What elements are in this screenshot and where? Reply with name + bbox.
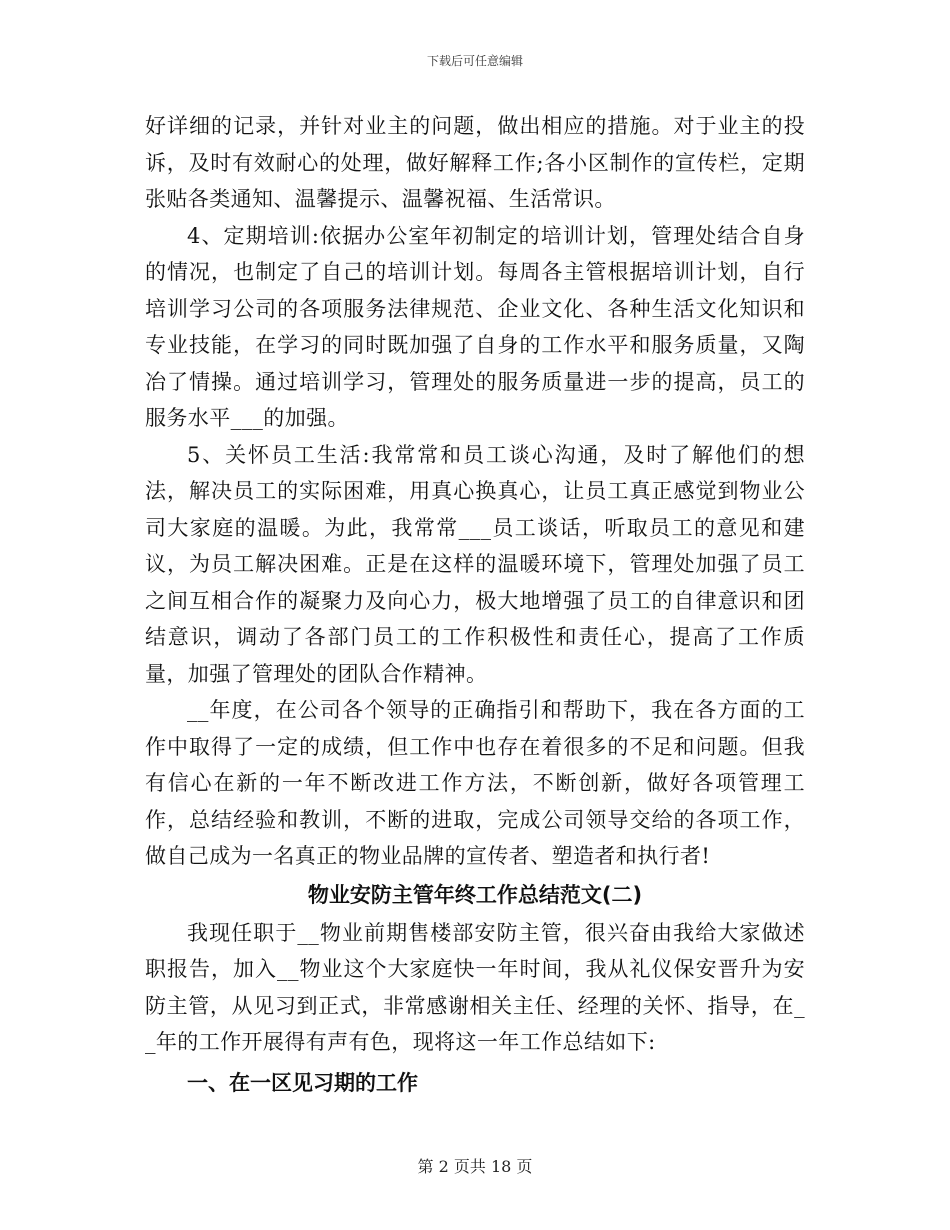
- paragraph-year-summary: __年度，在公司各个领导的正确指引和帮助下，我在各方面的工作中取得了一定的成绩，但工作中也存在着很多的不足和问题。但我有信心在新的一年不断改进工作方法，不断创新，做好各项管理工作，总结经验和教训，不断的进取，完成公司领导交给的各项工作，做自己成为一名真正的物业品牌的宣传者、塑造者和执行者!: [145, 698, 805, 868]
- document-body: [145, 108, 805, 1101]
- section-heading: 一、在一区见习期的工作: [187, 1070, 418, 1095]
- paragraph-intro: 我现任职于__物业前期售楼部安防主管，很兴奋由我给大家做述职报告，加入__物业这个大家庭快一年时间，我从礼仪保安晋升为安防主管，从见习到正式，非常感谢相关主任、经理的关怀、指导，在__年的工作开展得有声有色，现将这一年工作总结如下:: [145, 920, 805, 1054]
- page-header-note: 下载后可任意编辑: [426, 54, 523, 68]
- paragraph-employee-care: 5、关怀员工生活:我常常和员工谈心沟通，及时了解他们的想法，解决员工的实际困难，用真心换真心，让员工真正感觉到物业公司大家庭的温暖。为此，我常常___员工谈话，听取员工的意见和建议，为员工解决困难。正是在这样的温暖环境下，管理处加强了员工之间互相合作的凝聚力及向心力，极大地增强了员工的自律意识和团结意识，调动了各部门员工的工作积极性和责任心，提高了工作质量，加强了管理处的团队合作精神。: [145, 442, 805, 686]
- page-number: 第 2 页共 18 页: [417, 1157, 533, 1176]
- paragraph-regular-training: 4、定期培训:依据办公室年初制定的培训计划，管理处结合自身的情况，也制定了自己的培训计划。每周各主管根据培训计划，自行培训学习公司的各项服务法律规范、企业文化、各种生活文化知识和专业技能，在学习的同时既加强了自身的工作水平和服务质量，又陶冶了情操。通过培训学习，管理处的服务质量进一步的提高，员工的服务水平___的加强。: [145, 223, 805, 430]
- paragraph-continued: 好详细的记录，并针对业主的问题，做出相应的措施。对于业主的投诉，及时有效耐心的处理，做好解释工作;各小区制作的宣传栏，定期张贴各类通知、温馨提示、温馨祝福、生活常识。: [145, 114, 805, 211]
- article-title: 物业安防主管年终工作总结范文(二): [307, 882, 643, 907]
